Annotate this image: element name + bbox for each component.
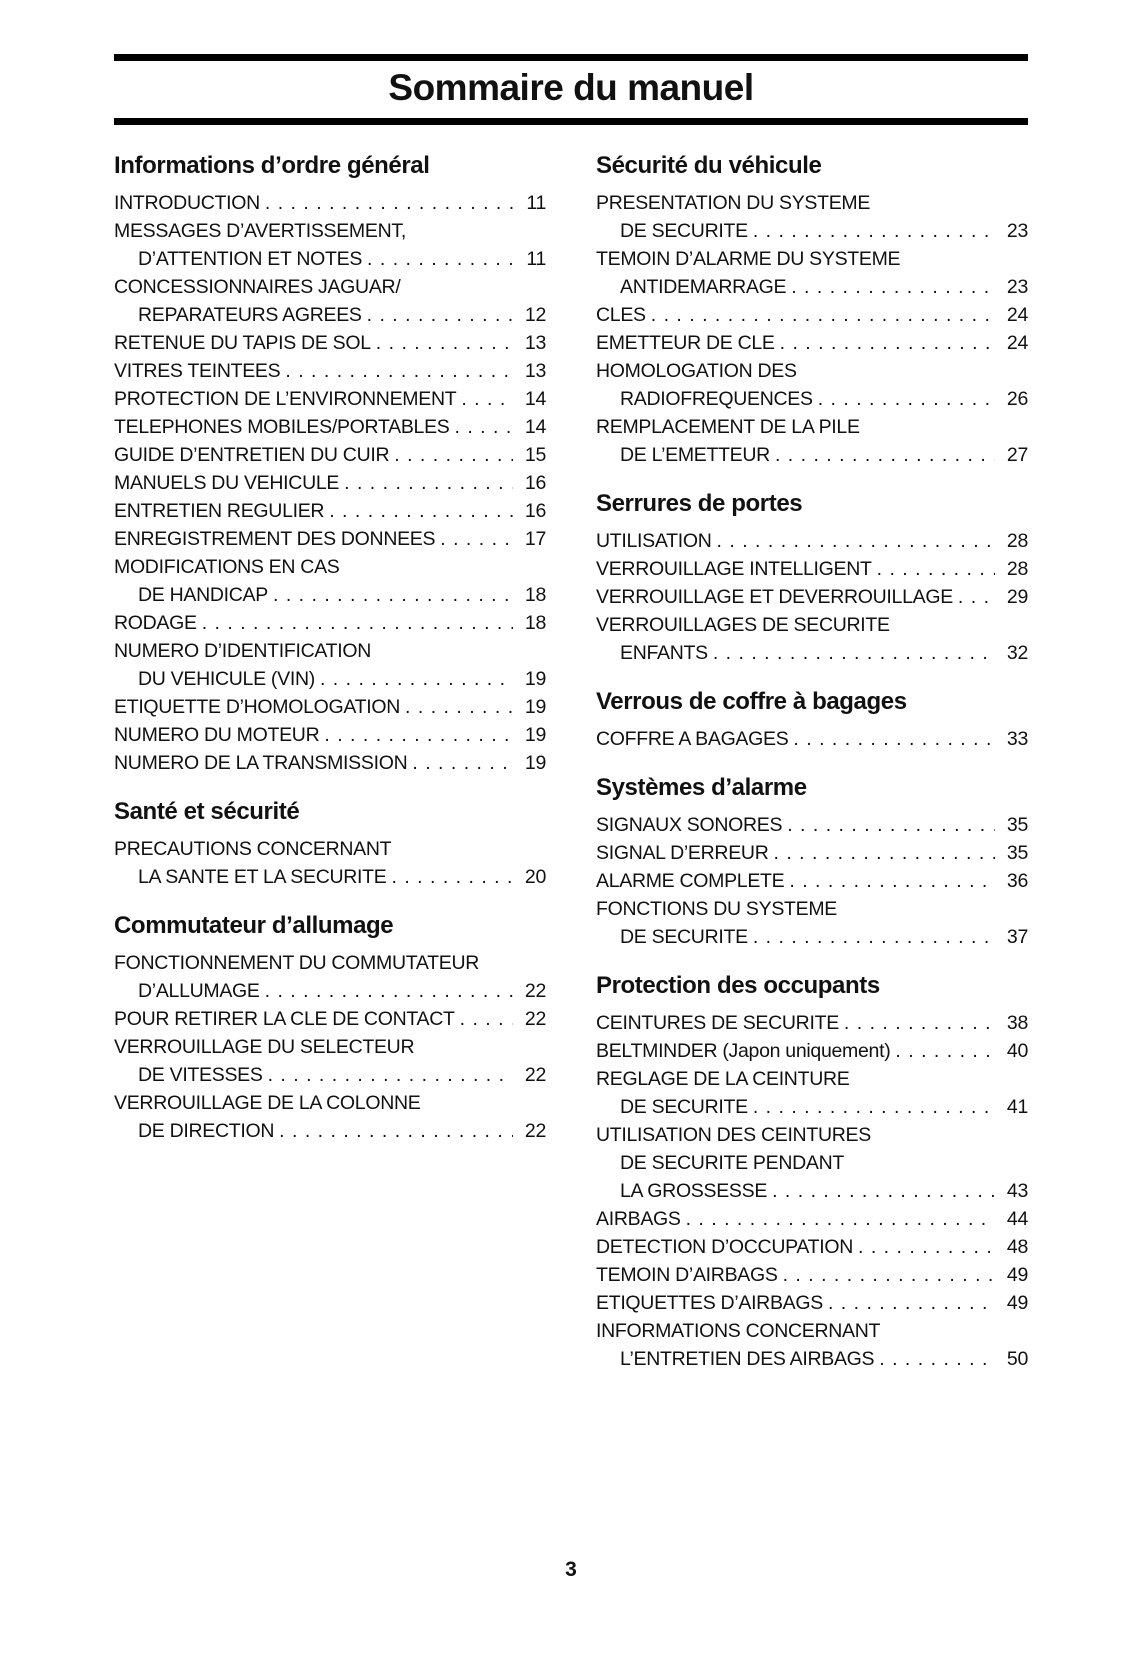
toc-entry-line [114,1005,546,1033]
toc-entry-line [114,553,546,581]
toc-entry-text: UTILISATION [596,529,712,552]
toc-entry-text: ENFANTS [620,641,708,664]
toc-page-number: 28 [1006,557,1028,580]
toc-entry-line [596,1177,1028,1205]
toc-entry-text: D’ATTENTION ET NOTES [138,247,363,270]
toc-entry-line [596,217,1028,245]
toc-entry-text: VERROUILLAGES DE SECURITE [596,613,890,636]
toc-entry-text: VITRES TEINTEES [114,359,281,382]
toc-entry-text: BELTMINDER (Japon uniquement) [596,1039,891,1062]
toc-entry-text: DE SECURITE [620,219,748,242]
toc-page-number: 23 [1006,219,1028,242]
toc-entry-text: DE HANDICAP [138,583,268,606]
toc-entry-line [596,811,1028,839]
section-heading: Informations d’ordre général [114,151,430,179]
toc-entry-line [596,1065,1028,1093]
toc-page-number: 22 [524,1063,546,1086]
toc-entry-line [114,385,546,413]
toc-section [596,489,1028,667]
toc-page-number: 16 [524,499,546,522]
toc-entry [114,525,546,553]
toc-entry [114,1005,546,1033]
dot-leader [329,497,513,525]
toc-entry [596,301,1028,329]
dot-leader [392,863,514,891]
toc-page-number: 24 [1006,303,1028,326]
dot-leader [791,273,995,301]
dot-leader [858,1233,995,1261]
toc-page-number: 22 [524,1119,546,1142]
toc-entry-text: PROTECTION DE L’ENVIRONNEMENT [114,387,457,410]
toc-page-number: 19 [524,751,546,774]
toc-entry-line [596,895,1028,923]
dot-leader [789,867,995,895]
toc-entry [596,1289,1028,1317]
dot-leader [787,811,995,839]
toc-entry-line [596,301,1028,329]
toc-entry-text: DE L’EMETTEUR [620,443,770,466]
toc-entry-line [596,441,1028,469]
toc-entry-text: ENREGISTREMENT DES DONNEES [114,527,436,550]
toc-entry-line [114,217,546,245]
toc-page-number: 33 [1006,727,1028,750]
dot-leader [958,583,995,611]
toc-entry [596,555,1028,583]
toc-entry-text: INTRODUCTION [114,191,260,214]
toc-entry-line [114,497,546,525]
dot-leader [773,839,995,867]
dot-leader [753,923,995,951]
toc-entry-line [114,413,546,441]
toc-entry-text: ENTRETIEN REGULIER [114,499,325,522]
toc-entry-line [114,469,546,497]
toc-page-number: 43 [1006,1179,1028,1202]
dot-leader [753,217,995,245]
toc-entry-text: MANUELS DU VEHICULE [114,471,340,494]
dot-leader [344,469,513,497]
toc-entry-text: VERROUILLAGE ET DEVERROUILLAGE [596,585,953,608]
toc-entry [114,749,546,777]
toc-entry-line [596,273,1028,301]
toc-entry-line [114,1089,546,1117]
toc-page-number: 22 [524,1007,546,1030]
dot-leader [895,1037,995,1065]
dot-leader [780,329,995,357]
toc-entry-line [596,1233,1028,1261]
toc-entry-line [114,273,546,301]
toc-page-number: 13 [524,359,546,382]
toc-entry-text: TEMOIN D’ALARME DU SYSTEME [596,247,901,270]
toc-entry [114,637,546,693]
toc-entry-text: NUMERO D’IDENTIFICATION [114,639,372,662]
toc-entry [114,497,546,525]
toc-page-number: 19 [524,723,546,746]
section-heading: Santé et sécurité [114,797,300,825]
toc-entry-line [596,1289,1028,1317]
toc-entry-line [596,1009,1028,1037]
toc-entry-line [596,1345,1028,1373]
toc-entry-text: CONCESSIONNAIRES JAGUAR/ [114,275,401,298]
toc-entry-text: SIGNAUX SONORES [596,813,783,836]
toc-entry-text: COFFRE A BAGAGES [596,727,789,750]
toc-entry [596,1037,1028,1065]
toc-page-number: 11 [526,247,546,270]
dot-leader [793,725,995,753]
toc-page-number: 14 [524,387,546,410]
toc-page-number: 36 [1006,869,1028,892]
toc-entry-line [596,1261,1028,1289]
dot-leader [376,329,513,357]
toc-entry-text: DE SECURITE [620,1095,748,1118]
toc-page-number: 17 [524,527,546,550]
toc-entry-line [114,637,546,665]
toc-entry-text: DE VITESSES [138,1063,263,1086]
toc-entry [114,217,546,273]
toc-entry-text: DETECTION D’OCCUPATION [596,1235,854,1258]
toc-entry-line [114,721,546,749]
toc-entry-text: DU VEHICULE (VIN) [138,667,315,690]
dot-leader [412,749,513,777]
toc-entry-text: CLES [596,303,646,326]
toc-entry-line [596,1121,1028,1149]
toc-entry-text: L’ENTRETIEN DES AIRBAGS [620,1347,875,1370]
toc-page-number: 13 [524,331,546,354]
toc-entry [114,385,546,413]
toc-entry-line [114,863,546,891]
toc-entry-line [114,949,546,977]
toc-entry-text: MESSAGES D’AVERTISSEMENT, [114,219,406,242]
toc-entry-line [114,189,546,217]
page-title: Sommaire du manuel [388,67,754,108]
toc-entry-line [114,245,546,273]
toc-page-number: 48 [1006,1235,1028,1258]
toc-entry-line [596,413,1028,441]
toc-entry-text: REMPLACEMENT DE LA PILE [596,415,860,438]
toc-entry-line [114,609,546,637]
toc-column-right [596,151,1028,1373]
toc-entry-text: VERROUILLAGE DE LA COLONNE [114,1091,421,1114]
dot-leader [394,441,513,469]
toc-entry-text: LA SANTE ET LA SECURITE [138,865,387,888]
toc-entry-text: POUR RETIRER LA CLE DE CONTACT [114,1007,455,1030]
toc-entry-line [596,1149,1028,1177]
toc-entry-text: RODAGE [114,611,197,634]
section-heading: Verrous de coffre à bagages [596,687,907,715]
toc-entry-line [114,581,546,609]
toc-page-number: 35 [1006,813,1028,836]
toc-entry [596,811,1028,839]
dot-leader [713,639,995,667]
toc-entry-line [114,749,546,777]
toc-entry-line [596,583,1028,611]
toc-entry-line [114,665,546,693]
toc-entry [596,583,1028,611]
dot-leader [202,609,513,637]
toc-page-number: 23 [1006,275,1028,298]
toc-entry [596,329,1028,357]
dot-leader [877,555,995,583]
dot-leader [324,721,513,749]
toc-entry [114,273,546,329]
toc-section [114,151,546,777]
toc-entry [114,469,546,497]
toc-column-left [114,151,546,1373]
toc-entry-text: NUMERO DU MOTEUR [114,723,320,746]
dot-leader [367,301,513,329]
toc-entry-line [114,329,546,357]
toc-entry [114,949,546,1005]
toc-page-number: 12 [524,303,546,326]
dot-leader [753,1093,995,1121]
toc-page-number: 49 [1006,1263,1028,1286]
toc-page-number: 35 [1006,841,1028,864]
toc-entry [596,725,1028,753]
toc-entry [596,1065,1028,1121]
toc-entry-line [596,1317,1028,1345]
footer-page-number: 3 [565,1558,577,1581]
toc-entry-text: RETENUE DU TAPIS DE SOL [114,331,371,354]
toc-page-number: 29 [1006,585,1028,608]
toc-page-number: 50 [1006,1347,1028,1370]
dot-leader [717,527,995,555]
toc-entry-text: TEMOIN D’AIRBAGS [596,1263,778,1286]
toc-entry-line [596,867,1028,895]
toc-page-number: 11 [526,191,546,214]
toc-section [114,911,546,1145]
toc-section [596,773,1028,951]
toc-page-number: 15 [524,443,546,466]
toc-page-number: 49 [1006,1291,1028,1314]
toc-entry-line [114,1061,546,1089]
dot-leader [775,441,995,469]
toc-entry [114,1033,546,1089]
toc-entry [596,357,1028,413]
toc-entry-text: INFORMATIONS CONCERNANT [596,1319,881,1342]
toc-entry [596,189,1028,245]
toc-entry [596,839,1028,867]
toc-page-number: 14 [524,415,546,438]
toc-entry-line [114,441,546,469]
toc-section [596,687,1028,753]
toc-entry [596,527,1028,555]
toc-entry-text: CEINTURES DE SECURITE [596,1011,839,1034]
toc-entry-text: REPARATEURS AGREES [138,303,362,326]
toc-entry-text: ANTIDEMARRAGE [620,275,787,298]
dot-leader [879,1345,995,1373]
toc-entry-text: LA GROSSESSE [620,1179,768,1202]
dot-leader [268,1061,513,1089]
toc-entry [114,357,546,385]
toc-entry-text: ETIQUETTES D’AIRBAGS [596,1291,823,1314]
toc-entry [596,1009,1028,1037]
toc-entry [114,329,546,357]
toc-page-number: 16 [524,471,546,494]
toc-entry-text: HOMOLOGATION DES [596,359,797,382]
toc-entry-text: PRESENTATION DU SYSTEME [596,191,871,214]
dot-leader [265,189,513,217]
toc-entry-line [596,923,1028,951]
toc-entry [114,693,546,721]
toc-page-number: 38 [1006,1011,1028,1034]
dot-leader [440,525,513,553]
toc-entry-line [596,555,1028,583]
toc-entry [596,245,1028,301]
toc-entry-line [114,1033,546,1061]
dot-leader [320,665,513,693]
toc-entry-text: ALARME COMPLETE [596,869,785,892]
toc-section [114,797,546,891]
dot-leader [460,1005,513,1033]
toc-entry [114,1089,546,1145]
toc-page-number: 19 [524,695,546,718]
toc-entry-text: DE DIRECTION [138,1119,275,1142]
toc-entry-line [596,725,1028,753]
toc-entry [596,1233,1028,1261]
toc-entry-text: VERROUILLAGE DU SELECTEUR [114,1035,415,1058]
toc-entry [596,1317,1028,1373]
toc-entry-line [114,977,546,1005]
toc-page-number: 37 [1006,925,1028,948]
toc-page-number: 18 [524,611,546,634]
section-heading: Systèmes d’alarme [596,773,807,801]
toc-entry-line [596,1205,1028,1233]
toc-page-number: 44 [1006,1207,1028,1230]
toc-entry-text: D’ALLUMAGE [138,979,260,1002]
toc-entry-text: FONCTIONS DU SYSTEME [596,897,838,920]
dot-leader [405,693,513,721]
toc-entry [114,721,546,749]
dot-leader [844,1009,995,1037]
dot-leader [455,413,514,441]
toc-entry [114,413,546,441]
toc-entry-text: AIRBAGS [596,1207,681,1230]
dot-leader [783,1261,995,1289]
toc-entry [596,1205,1028,1233]
toc-entry [596,413,1028,469]
toc-entry-text: MODIFICATIONS EN CAS [114,555,340,578]
toc-entry-line [596,839,1028,867]
toc-entry-line [114,525,546,553]
section-heading: Commutateur d’allumage [114,911,394,939]
toc-page-number: 28 [1006,529,1028,552]
dot-leader [772,1177,995,1205]
toc-entry-line [114,835,546,863]
toc-entry-text: NUMERO DE LA TRANSMISSION [114,751,408,774]
toc-page-number: 18 [524,583,546,606]
toc-entry-line [114,693,546,721]
dot-leader [265,977,513,1005]
dot-leader [818,385,995,413]
toc-entry [114,609,546,637]
toc-entry-text: EMETTEUR DE CLE [596,331,775,354]
toc-entry-line [596,245,1028,273]
toc-page-number: 19 [524,667,546,690]
dot-leader [273,581,513,609]
toc-entry-text: UTILISATION DES CEINTURES [596,1123,871,1146]
toc-entry-text: VERROUILLAGE INTELLIGENT [596,557,872,580]
toc-entry-line [114,1117,546,1145]
toc-entry-line [596,639,1028,667]
dot-leader [285,357,513,385]
toc-entry-line [596,329,1028,357]
toc-entry-line [114,301,546,329]
toc-entry-text: DE SECURITE [620,925,748,948]
toc-entry [596,867,1028,895]
toc-entry-text: FONCTIONNEMENT DU COMMUTATEUR [114,951,480,974]
toc-entry-text: RADIOFREQUENCES [620,387,813,410]
toc-entry-line [596,527,1028,555]
title-top-rule [114,54,1028,61]
toc-section [596,151,1028,469]
toc-page-number: 24 [1006,331,1028,354]
toc-entry [114,441,546,469]
toc-entry [596,1121,1028,1205]
toc-entry [596,1261,1028,1289]
toc-entry [114,553,546,609]
toc-page-number: 32 [1006,641,1028,664]
dot-leader [367,245,513,273]
toc-entry-line [114,357,546,385]
dot-leader [279,1117,513,1145]
toc-entry-line [596,385,1028,413]
toc-entry-text: GUIDE D’ENTRETIEN DU CUIR [114,443,390,466]
toc-page-number: 27 [1006,443,1028,466]
toc-entry [114,835,546,891]
toc-entry-text: SIGNAL D’ERREUR [596,841,769,864]
toc-section [596,971,1028,1373]
toc-entry-text: ETIQUETTE D’HOMOLOGATION [114,695,401,718]
toc-entry-line [596,1037,1028,1065]
toc-entry [114,189,546,217]
section-heading: Protection des occupants [596,971,880,999]
toc-columns [114,151,1028,1373]
toc-entry [596,895,1028,951]
dot-leader [828,1289,995,1317]
toc-page-number: 22 [524,979,546,1002]
toc-page-number: 41 [1006,1095,1028,1118]
dot-leader [461,385,513,413]
toc-entry-line [596,357,1028,385]
dot-leader [651,301,995,329]
toc-entry-line [596,611,1028,639]
toc-entry-line [596,189,1028,217]
section-heading: Serrures de portes [596,489,803,517]
toc-entry-text: DE SECURITE PENDANT [620,1151,844,1174]
toc-entry-text: REGLAGE DE LA CEINTURE [596,1067,850,1090]
toc-page-number: 20 [524,865,546,888]
title-bottom-rule [114,118,1028,125]
toc-entry [596,611,1028,667]
toc-page-number: 40 [1006,1039,1028,1062]
toc-entry-line [596,1093,1028,1121]
toc-entry-text: PRECAUTIONS CONCERNANT [114,837,392,860]
toc-page-number: 26 [1006,387,1028,410]
toc-entry-text: TELEPHONES MOBILES/PORTABLES [114,415,450,438]
section-heading: Sécurité du véhicule [596,151,822,179]
dot-leader [686,1205,995,1233]
